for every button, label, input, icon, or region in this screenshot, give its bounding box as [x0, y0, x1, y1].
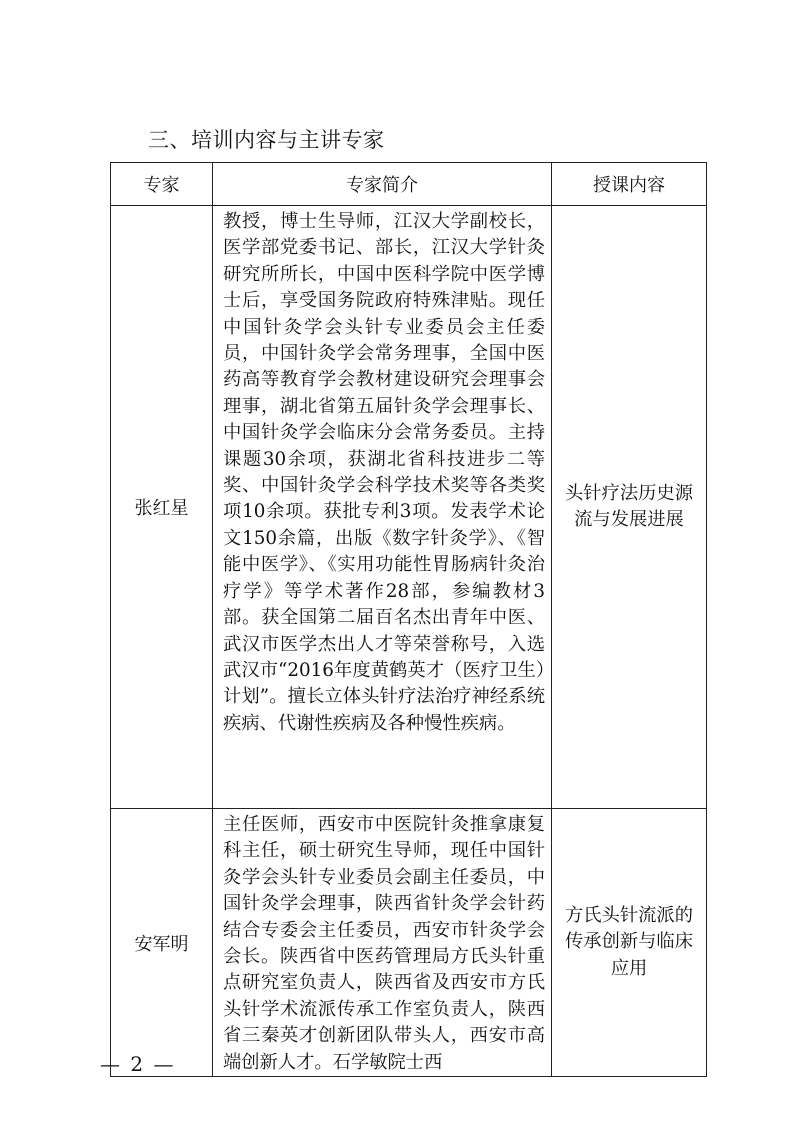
expert-name: 安军明 [111, 809, 213, 1077]
header-name: 专家 [111, 163, 213, 206]
header-topic: 授课内容 [552, 163, 707, 206]
table-header-row [111, 163, 707, 206]
experts-table [110, 162, 707, 1077]
lecture-topic: 头针疗法历史源流与发展进展 [552, 206, 707, 809]
lecture-topic: 方氏头针流派的传承创新与临床应用 [552, 809, 707, 1077]
header-bio: 专家简介 [213, 163, 552, 206]
section-title: 三、培训内容与主讲专家 [148, 128, 385, 152]
page-number: — 2 — [100, 1052, 176, 1076]
expert-bio: 教授，博士生导师，江汉大学副校长，医学部党委书记、部长，江汉大学针灸研究所所长，中国中医科学院中医学博士后，享受国务院政府特殊津贴。现任中国针灸学会头针专业委员会主任委员，中国针灸学会常务理事，全国中医药高等教育学会教材建设研究会理事会理事，湖北省第五届针灸学会理事长、中国针灸学会临床分会常务委员。主持课题30余项，获湖北省科技进步二等奖、中国针灸学会科学技术奖等各类奖项10余项。获批专利3项。发表学术论文150余篇，出版《数字针灸学》、《智能中医学》、《实用功能性胃肠病针灸治疗学》等学术著作28部，参编教材3部。获全国第二届百名杰出青年中医、武汉市医学杰出人才等荣誉称号，入选武汉市“2016年度黄鹤英才（医疗卫生）计划”。擅长立体头针疗法治疗神经系统疾病、代谢性疾病及各种慢性疾病。 [213, 206, 552, 809]
expert-bio: 主任医师，西安市中医院针灸推拿康复科主任，硕士研究生导师，现任中国针灸学会头针专业委员会副主任委员，中国针灸学会理事，陕西省针灸学会针药结合专委会主任委员，西安市针灸学会会长。陕西省中医药管理局方氏头针重点研究室负责人，陕西省及西安市方氏头针学术流派传承工作室负责人，陕西省三秦英才创新团队带头人，西安市高端创新人才。石学敏院士西 [213, 809, 552, 1077]
expert-name: 张红星 [111, 206, 213, 809]
table-row [111, 206, 707, 809]
table-row [111, 809, 707, 1077]
